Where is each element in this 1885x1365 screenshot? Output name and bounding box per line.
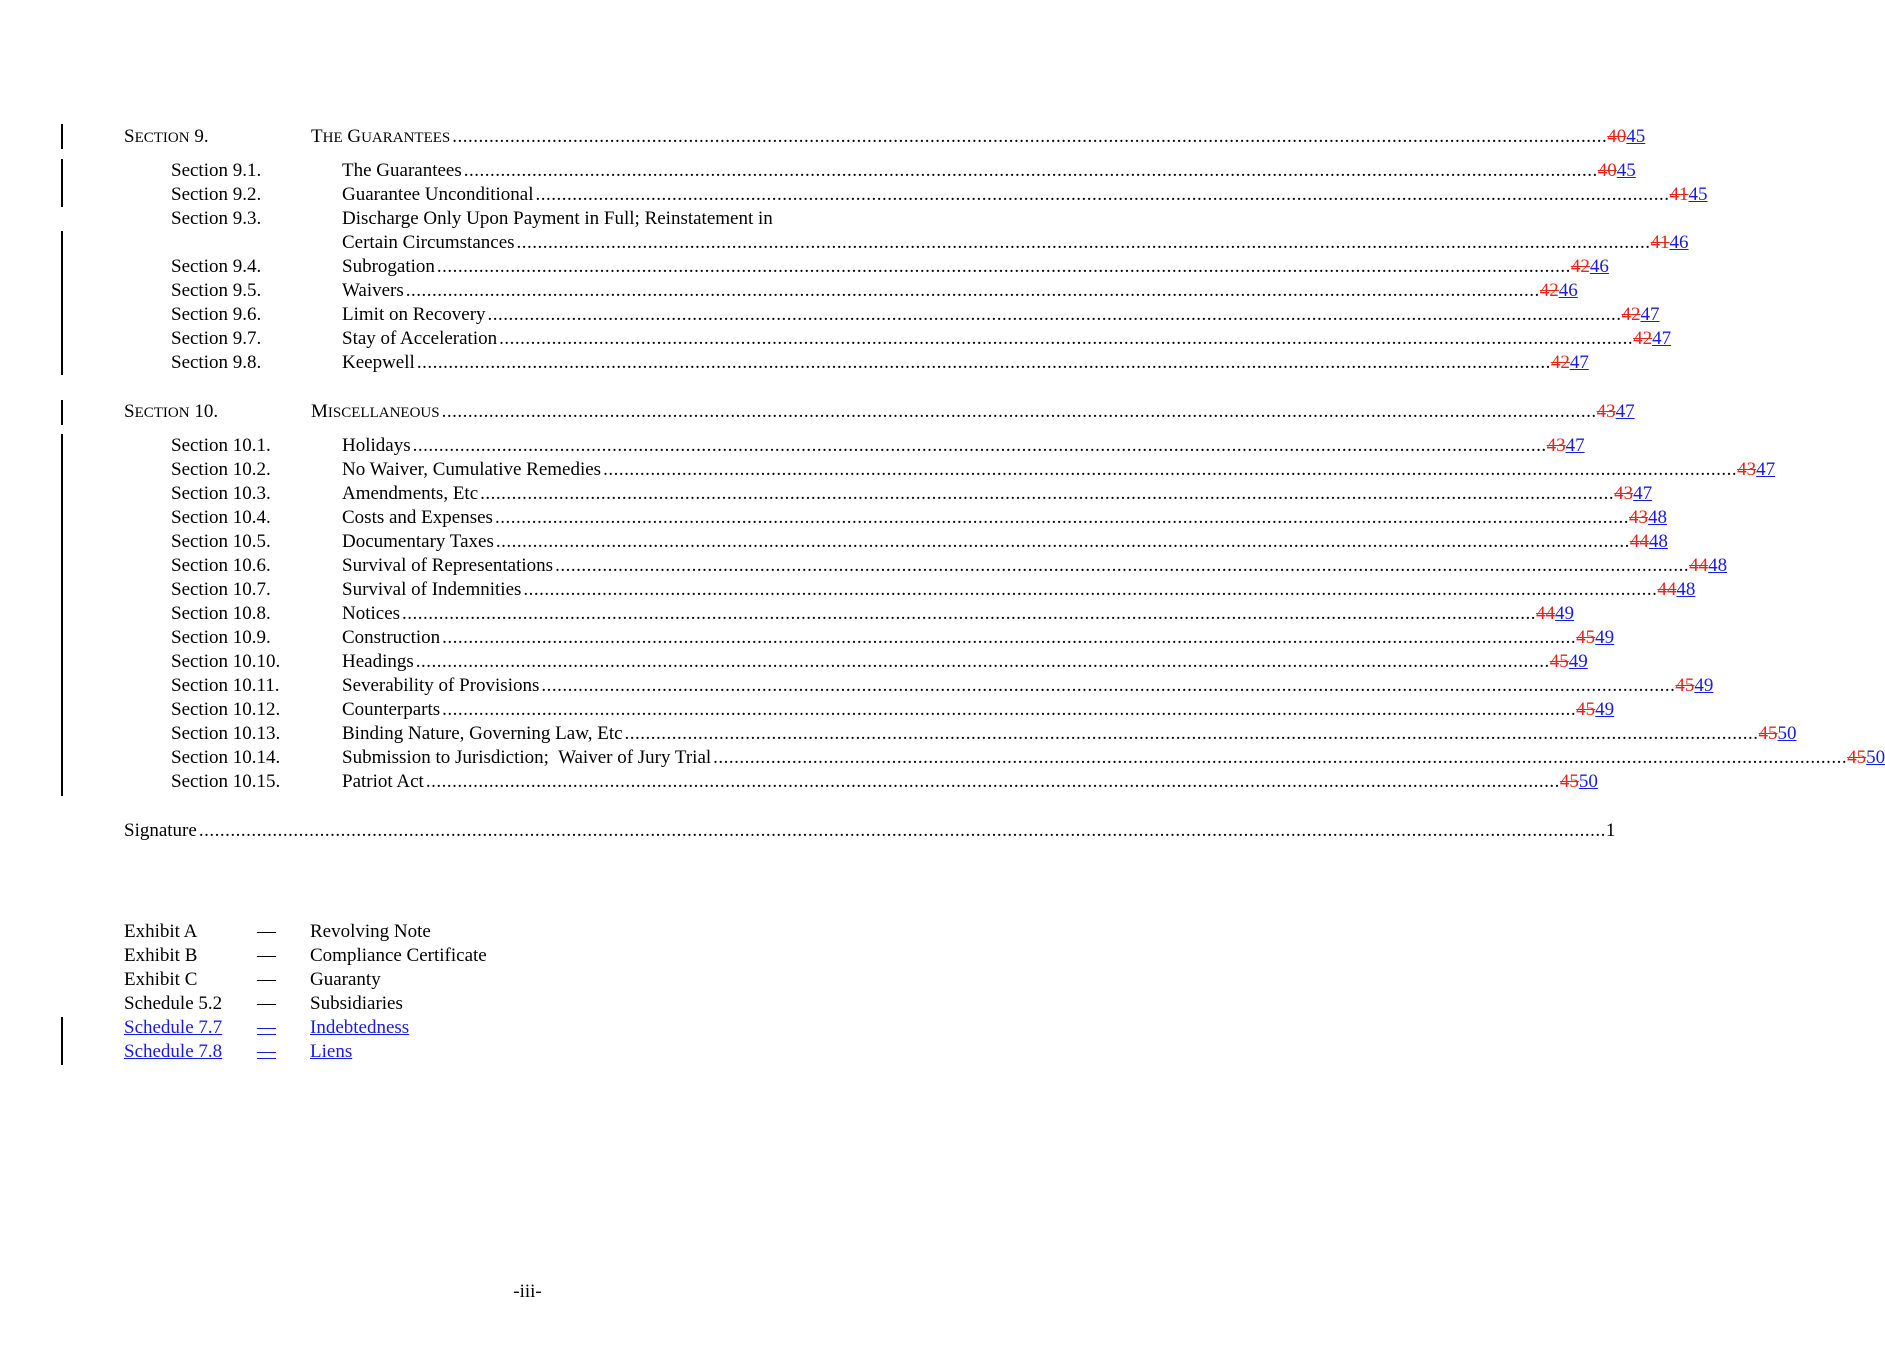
toc-entry	[0, 458, 1776, 482]
section-number: Section 9.2.	[171, 184, 262, 205]
toc-entry	[0, 770, 1598, 794]
deleted-page-number: 43	[1596, 401, 1616, 422]
leader-dots: ............................................................................................................................................................................................................................	[452, 126, 1608, 147]
inserted-page-number[interactable]: 50	[1866, 747, 1885, 768]
section-number: Section 10.12.	[171, 699, 281, 720]
leader-dots: ........................................................................................................................................................................................................................	[463, 160, 1598, 181]
entry-title: No Waiver, Cumulative Remedies	[342, 459, 602, 480]
leader-dots: ........................................................................................................................................................................................................................	[405, 280, 1540, 301]
leader-dots: ........................................................................................................................................................................................................................	[713, 747, 1848, 768]
section-label: SECTION 10.	[124, 401, 219, 422]
exhibit-row-inserted[interactable]	[0, 1016, 1055, 1040]
section-number: Section 10.4.	[171, 507, 271, 528]
section-number: Section 10.10.	[171, 651, 281, 672]
toc-entry	[0, 506, 1667, 530]
deleted-page-number: 42	[1539, 280, 1559, 301]
toc-entry	[0, 578, 1696, 602]
exhibit-id[interactable]: Schedule 7.7	[124, 1017, 223, 1038]
toc-entry	[0, 434, 1585, 458]
leader-dots: ........................................................................................................................................................................................................................	[442, 627, 1577, 648]
deleted-page-number: 45	[1549, 651, 1569, 672]
exhibit-id: Schedule 5.2	[124, 993, 223, 1014]
entry-title: Guarantee Unconditional	[342, 184, 534, 205]
toc-section-heading	[0, 400, 1635, 424]
inserted-page-number[interactable]: 47	[1633, 483, 1653, 504]
deleted-page-number: 45	[1758, 723, 1778, 744]
section-title: THE GUARANTEES	[311, 126, 451, 147]
toc-entry	[0, 626, 1615, 650]
inserted-page-number[interactable]: 48	[1676, 579, 1696, 600]
section-number: Section 10.11.	[171, 675, 280, 696]
toc-entry	[0, 327, 1672, 351]
inserted-page-number[interactable]: 45	[1626, 126, 1646, 147]
section-number: Section 10.7.	[171, 579, 271, 600]
inserted-page-number[interactable]: 46	[1558, 280, 1578, 301]
toc-entry	[0, 530, 1668, 554]
toc-section-heading	[0, 125, 1646, 149]
leader-dots: ........................................................................................................................................................................................................................	[516, 232, 1651, 253]
exhibit-dash: —	[257, 993, 276, 1014]
inserted-page-number[interactable]: 48	[1648, 531, 1668, 552]
deleted-page-number: 45	[1559, 771, 1579, 792]
inserted-page-number[interactable]: 47	[1756, 459, 1776, 480]
entry-title: Survival of Representations	[342, 555, 554, 576]
deleted-page-number: 44	[1536, 603, 1556, 624]
leader-dots: ........................................................................................................................................................................................................................	[495, 531, 1630, 552]
toc-entry	[0, 674, 1714, 698]
section-number: Section 10.2.	[171, 459, 271, 480]
deleted-page-number: 43	[1614, 483, 1634, 504]
deleted-page-number: 44	[1657, 579, 1677, 600]
deleted-page-number: 41	[1669, 184, 1689, 205]
exhibit-id: Exhibit B	[124, 945, 198, 966]
exhibit-dash: —	[257, 945, 276, 966]
exhibit-id[interactable]: Schedule 7.8	[124, 1041, 223, 1062]
toc-entry	[0, 746, 1885, 770]
toc-entry-continuation	[0, 231, 1689, 255]
deleted-page-number: 45	[1847, 747, 1867, 768]
leader-dots: ............................................................................................................................................................................................................................................................................	[198, 820, 1606, 841]
inserted-page-number[interactable]: 47	[1615, 401, 1635, 422]
inserted-page-number[interactable]: 49	[1595, 627, 1615, 648]
inserted-page-number[interactable]: 47	[1652, 328, 1672, 349]
inserted-page-number[interactable]: 50	[1777, 723, 1797, 744]
exhibit-row	[0, 920, 1055, 944]
deleted-page-number: 45	[1576, 699, 1596, 720]
exhibit-dash: —	[257, 921, 276, 942]
page-number-footer: -iii-	[513, 1281, 542, 1302]
toc-entry	[0, 722, 1797, 746]
entry-title-line1: Discharge Only Upon Payment in Full; Reinstatement in	[342, 208, 773, 229]
section-number: Section 9.3.	[171, 208, 262, 229]
leader-dots: ........................................................................................................................................................................................................................	[555, 555, 1690, 576]
exhibit-dash[interactable]: —	[257, 1017, 276, 1038]
toc-entry	[0, 351, 1589, 375]
leader-dots: ........................................................................................................................................................................................................................	[523, 579, 1658, 600]
exhibit-name[interactable]: Liens	[310, 1041, 353, 1062]
inserted-page-number[interactable]: 46	[1589, 256, 1609, 277]
deleted-page-number: 43	[1628, 507, 1648, 528]
section-number: Section 10.5.	[171, 531, 271, 552]
entry-title: Patriot Act	[342, 771, 424, 792]
entry-title: Notices	[342, 603, 401, 624]
inserted-page-number[interactable]: 49	[1595, 699, 1615, 720]
leader-dots: ........................................................................................................................................................................................................................	[624, 723, 1759, 744]
deleted-page-number: 42	[1621, 304, 1641, 325]
toc-entry	[0, 602, 1575, 626]
inserted-page-number[interactable]: 46	[1669, 232, 1689, 253]
entry-title: Keepwell	[342, 352, 415, 373]
leader-dots: ........................................................................................................................................................................................................................	[480, 483, 1615, 504]
section-number: Section 9.6.	[171, 304, 262, 325]
exhibit-row	[0, 968, 1055, 992]
toc-entry	[0, 207, 1055, 231]
deleted-page-number: 40	[1607, 126, 1627, 147]
toc-entry	[0, 255, 1609, 279]
exhibit-name: Guaranty	[310, 969, 381, 990]
leader-dots: ........................................................................................................................................................................................................................	[415, 651, 1550, 672]
section-title: MISCELLANEOUS	[311, 401, 440, 422]
exhibit-name: Subsidiaries	[310, 993, 403, 1014]
inserted-page-number[interactable]: 48	[1647, 507, 1667, 528]
section-number: Section 9.4.	[171, 256, 262, 277]
leader-dots: ........................................................................................................................................................................................................................	[442, 699, 1577, 720]
inserted-page-number[interactable]: 45	[1688, 184, 1708, 205]
toc-entry	[0, 279, 1578, 303]
deleted-page-number: 44	[1689, 555, 1709, 576]
leader-dots: ........................................................................................................................................................................................................................	[436, 256, 1571, 277]
entry-title: Binding Nature, Governing Law, Etc	[342, 723, 623, 744]
toc-entry	[0, 183, 1708, 207]
leader-dots: ........................................................................................................................................................................................................................	[494, 507, 1629, 528]
section-number: Section 10.3.	[171, 483, 271, 504]
exhibit-row	[0, 992, 1055, 1016]
entry-title: Survival of Indemnities	[342, 579, 522, 600]
section-title-line	[311, 125, 1646, 150]
section-number: Section 10.13.	[171, 723, 281, 744]
exhibit-row-inserted[interactable]	[0, 1040, 1055, 1064]
deleted-page-number: 41	[1650, 232, 1670, 253]
toc-entry	[0, 159, 1636, 183]
deleted-page-number: 45	[1675, 675, 1695, 696]
section-number: Section 9.1.	[171, 160, 262, 181]
leader-dots: ........................................................................................................................................................................................................................	[412, 435, 1547, 456]
leader-dots: ........................................................................................................................................................................................................................	[535, 184, 1670, 205]
section-label: SECTION 9.	[124, 126, 209, 147]
exhibit-id: Exhibit A	[124, 921, 198, 942]
entry-title: Subrogation	[342, 256, 435, 277]
section-number: Section 10.9.	[171, 627, 271, 648]
entry-title: Counterparts	[342, 699, 441, 720]
toc-entry	[0, 482, 1653, 506]
leader-dots: ........................................................................................................................................................................................................................	[487, 304, 1622, 325]
deleted-page-number: 42	[1570, 256, 1590, 277]
signature-page: 1	[1605, 820, 1616, 841]
deleted-page-number: 42	[1550, 352, 1570, 373]
leader-dots: ........................................................................................................................................................................................................................	[425, 771, 1560, 792]
entry-title: Submission to Jurisdiction; Waiver of Jury Trial	[342, 747, 712, 768]
toc-entry	[0, 303, 1660, 327]
exhibit-id: Exhibit C	[124, 969, 198, 990]
entry-title: Holidays	[342, 435, 411, 456]
toc-entry	[0, 698, 1615, 722]
section-number: Section 10.6.	[171, 555, 271, 576]
exhibit-name: Revolving Note	[310, 921, 431, 942]
toc-entry	[0, 650, 1588, 674]
leader-dots: ........................................................................................................................................................................................................................	[402, 603, 1537, 624]
section-number: Section 10.15.	[171, 771, 281, 792]
exhibit-name[interactable]: Indebtedness	[310, 1017, 410, 1038]
inserted-page-number[interactable]: 49	[1694, 675, 1714, 696]
section-number: Section 10.1.	[171, 435, 271, 456]
exhibit-name: Compliance Certificate	[310, 945, 487, 966]
entry-title: Waivers	[342, 280, 404, 301]
entry-title: Stay of Acceleration	[342, 328, 498, 349]
section-title-line	[311, 400, 1635, 425]
inserted-page-number[interactable]: 45	[1616, 160, 1636, 181]
entry-title: Construction	[342, 627, 441, 648]
section-number: Section 9.5.	[171, 280, 262, 301]
deleted-page-number: 43	[1546, 435, 1566, 456]
entry-title: The Guarantees	[342, 160, 462, 181]
inserted-page-number[interactable]: 47	[1565, 435, 1585, 456]
deleted-page-number: 44	[1629, 531, 1649, 552]
exhibit-dash: —	[257, 969, 276, 990]
section-number: Section 9.8.	[171, 352, 262, 373]
leader-dots: ............................................................................................................................................................................................................................	[441, 401, 1597, 422]
entry-title: Documentary Taxes	[342, 531, 494, 552]
exhibit-row	[0, 944, 1055, 968]
deleted-page-number: 43	[1737, 459, 1757, 480]
entry-title: Costs and Expenses	[342, 507, 493, 528]
entry-title: Headings	[342, 651, 414, 672]
leader-dots: ........................................................................................................................................................................................................................	[416, 352, 1551, 373]
deleted-page-number: 45	[1576, 627, 1596, 648]
leader-dots: ........................................................................................................................................................................................................................	[499, 328, 1634, 349]
entry-title: Certain Circumstances	[342, 232, 515, 253]
inserted-page-number[interactable]: 49	[1568, 651, 1588, 672]
toc-entry	[0, 554, 1728, 578]
deleted-page-number: 42	[1633, 328, 1653, 349]
inserted-page-number[interactable]: 47	[1640, 304, 1660, 325]
inserted-page-number[interactable]: 47	[1569, 352, 1589, 373]
deleted-page-number: 40	[1597, 160, 1617, 181]
entry-title: Limit on Recovery	[342, 304, 486, 325]
leader-dots: ........................................................................................................................................................................................................................	[603, 459, 1738, 480]
signature-title: Signature	[124, 820, 197, 841]
toc-signature	[0, 819, 1616, 843]
leader-dots: ........................................................................................................................................................................................................................	[541, 675, 1676, 696]
section-number: Section 10.8.	[171, 603, 271, 624]
section-number: Section 9.7.	[171, 328, 262, 349]
inserted-page-number[interactable]: 49	[1555, 603, 1575, 624]
exhibit-dash[interactable]: —	[257, 1041, 276, 1062]
entry-title: Severability of Provisions	[342, 675, 540, 696]
entry-title: Amendments, Etc	[342, 483, 479, 504]
inserted-page-number[interactable]: 48	[1708, 555, 1728, 576]
inserted-page-number[interactable]: 50	[1578, 771, 1598, 792]
section-number: Section 10.14.	[171, 747, 281, 768]
